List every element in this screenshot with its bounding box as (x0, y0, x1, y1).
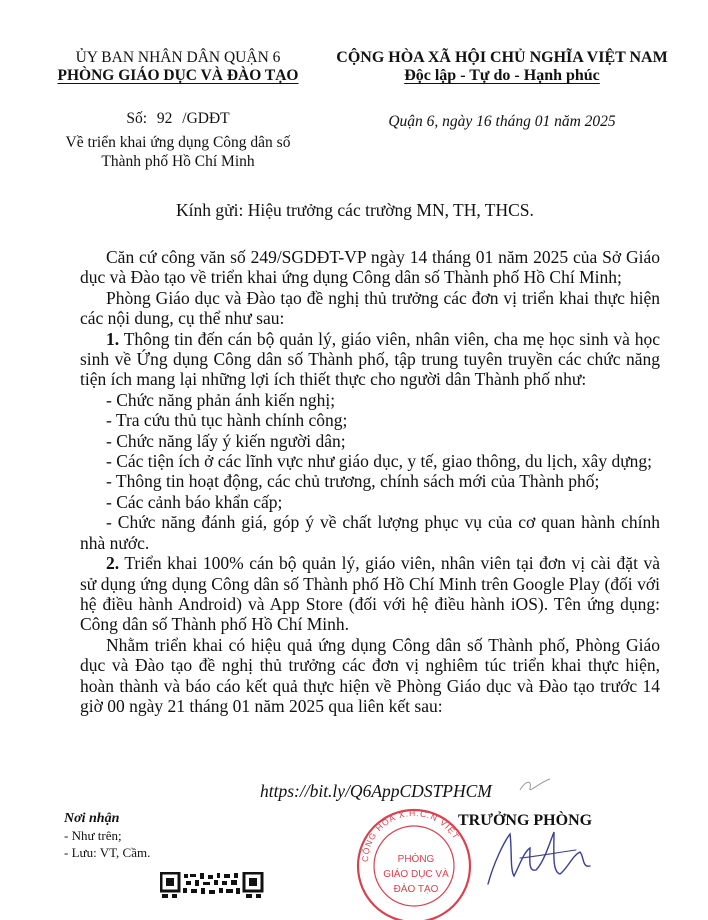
paragraph-request: Phòng Giáo dục và Đào tạo đề nghị thủ trưởng các đơn vị triển khai thực hiện các nội dung, cụ thể như sau: (80, 287, 660, 329)
motto: Độc lập - Tự do - Hạnh phúc (404, 67, 600, 84)
document-body (80, 247, 660, 716)
signer-title: TRƯỞNG PHÒNG (458, 812, 593, 829)
distribution-line: - Như trên; (64, 828, 122, 843)
number-label: Số: (126, 110, 148, 127)
bullet-item: - Thông tin hoạt động, các chủ trương, chính sách mới của Thành phố; (106, 471, 600, 492)
recipient-line: Kính gửi: Hiệu trưởng các trường MN, TH, THCS. (176, 200, 534, 220)
date-day: 16 (476, 113, 492, 130)
distribution-title: Nơi nhận (64, 811, 120, 826)
subject-line-2: Thành phố Hồ Chí Minh (101, 153, 255, 170)
stamp-ring-text: CỘNG HÒA X.H.C.N VIỆT (359, 807, 462, 863)
header-right (316, 49, 688, 130)
handwritten-signature (480, 812, 610, 892)
bullet-item: - Tra cứu thủ tục hành chính công; (106, 410, 348, 431)
distribution-list (64, 810, 150, 861)
date-month: 01 (534, 113, 551, 130)
date-month-label: tháng (495, 113, 531, 130)
bullet-item: - Chức năng phản ánh kiến nghị; (106, 389, 336, 410)
bullet-item: - Các cảnh báo khẩn cấp; (106, 491, 283, 512)
paragraph-final: Nhằm triển khai có hiệu quả ứng dụng Công dân số Thành phố, Phòng Giáo dục và Đào tạo đề nghị thủ trưởng các đơn vị nghiêm túc triển khai thực hiện, hoàn thành và báo cáo kết quả thực hiện về Phòng Giáo dục và Đào tạo trước 14 giờ 00 ngày 21 tháng 01 năm 2025 qua liên kết sau: (80, 634, 660, 716)
pen-scribble (518, 776, 552, 794)
item-1-text: Thông tin đến cán bộ quản lý, giáo viên, nhân viên, cha mẹ học sinh và học sinh về Ứng dụng Công dân số Thành phố, tập trung tuyên truyền các chức năng tiện ích mang lại những lợi ích thiết thực cho người dân Thành phố như: (80, 328, 660, 390)
distribution-line: - Lưu: VT, Cầm. (64, 845, 151, 860)
bullet-item: - Chức năng lấy ý kiến người dân; (106, 430, 346, 451)
subject-line-1: Về triển khai ứng dụng Công dân số (65, 134, 291, 151)
paragraph-legal-basis: Căn cứ công văn số 249/SGDĐT-VP ngày 14 tháng 01 năm 2025 của Sở Giáo dục và Đào tạo về triển khai ứng dụng Công dân số Thành phố Hồ Chí Minh; (80, 247, 660, 288)
country-name: CỘNG HÒA XÃ HỘI CHỦ NGHĨA VIỆT NAM (336, 49, 668, 66)
item-2-text: Triển khai 100% cán bộ quản lý, giáo viên, nhân viên tại đơn vị cài đặt và sử dụng ứng dụng Công dân số Thành phố Hồ Chí Minh trên Google Play (đối với hệ điều hành Android) và App Store (đối với hệ điều hành iOS). Tên ứng dụng: Công dân số Thành phố Hồ Chí Minh. (80, 553, 660, 635)
document-number (38, 110, 318, 128)
department-name: PHÒNG GIÁO DỤC VÀ ĐÀO TẠO (57, 67, 299, 84)
report-link[interactable]: https://bit.ly/Q6AppCDSTPHCM (260, 781, 492, 801)
number-value: 92 (156, 110, 173, 127)
bullet-item: - Chức năng đánh giá, góp ý về chất lượng phục vụ của cơ quan hành chính nhà nước. (80, 512, 660, 553)
issue-date (316, 113, 688, 131)
item-1-number: 1. (106, 328, 120, 349)
item-2 (80, 553, 660, 635)
document-subject (38, 133, 318, 171)
stamp-line-2: GIÁO DỤC VÀ (383, 869, 449, 880)
item-2-number: 2. (106, 553, 120, 574)
qr-code (160, 872, 264, 898)
date-year: năm 2025 (554, 113, 616, 130)
item-1 (80, 329, 660, 390)
stamp-line-3: ĐÀO TẠO (393, 884, 439, 895)
date-prefix: Quận 6, ngày (388, 113, 473, 130)
header-left (38, 49, 318, 170)
bullet-item: - Các tiện ích ở các lĩnh vực như giáo dục, y tế, giao thông, du lịch, xây dựng; (106, 451, 653, 472)
agency-name: ỦY BAN NHÂN DÂN QUẬN 6 (75, 49, 281, 66)
number-suffix: /GDĐT (182, 110, 230, 127)
stamp-line-1: PHÒNG (397, 854, 435, 865)
official-stamp (352, 800, 472, 920)
